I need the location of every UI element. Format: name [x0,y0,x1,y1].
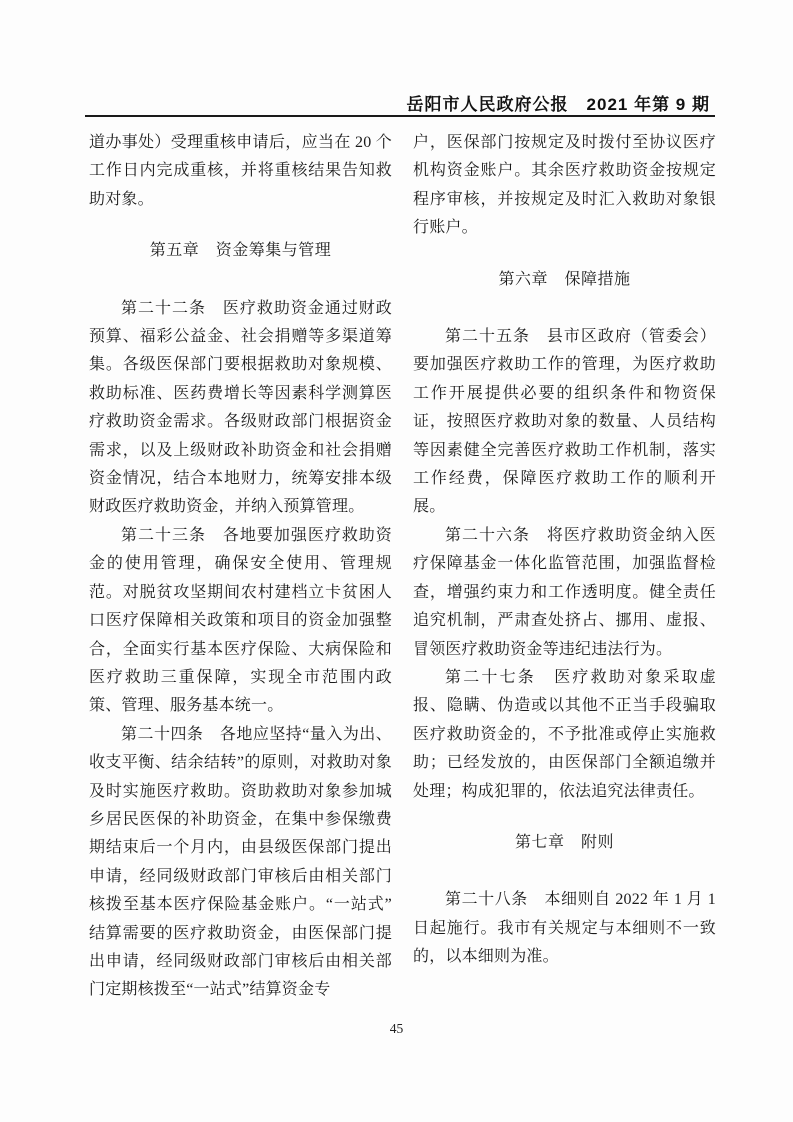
paragraph-article-25: 第二十五条 县市区政府（管委会）要加强医疗救助工作的管理，为医疗救助工作开展提供必要的组织条件和物资保证，按照医疗救助对象的数量、人员结构等因素健全完善医疗救助工作机制，落实工作经费，保障医疗救助工作的顺利开展。 [413,328,716,516]
left-column [89,129,392,1005]
chapter-heading-5: 第五章 资金筹集与管理 [149,242,332,260]
paragraph-article-22: 第二十二条 医疗救助资金通过财政预算、福彩公益金、社会捐赠等多渠道筹集。各级医保部门要根据救助对象规模、救助标准、医药费增长等因素科学测算医疗救助资金需求。各级财政部门根据资金需求，以及上级财政补助资金和社会捐赠资金情况，结合本地财力，统筹安排本级财政医疗救助资金，并纳入预算管理。 [89,299,392,516]
paragraph-article-28: 第二十八条 本细则自 2022 年 1 月 1 日起施行。我市有关规定与本细则不一致的，以本细则为准。 [413,891,716,966]
two-column-body [89,129,716,1005]
paragraph-article-26: 第二十六条 将医疗救助资金纳入医疗保障基金一体化监管范围，加强监督检查，增强约束力和工作透明度。健全责任追究机制，严肃查处挤占、挪用、虚报、冒领医疗救助资金等违纪违法行为。 [413,526,716,658]
paragraph-continuation: 户，医保部门按规定及时拨付至协议医疗机构资金账户。其余医疗救助资金按规定程序审核，并按规定及时汇入救助对象银行账户。 [413,134,716,237]
chapter-heading-7: 第七章 附则 [514,833,614,851]
header-rule [85,115,715,117]
page-header-title: 岳阳市人民政府公报 2021 年第 9 期 [406,95,710,114]
right-column [413,129,716,1005]
paragraph-article-27: 第二十七条 医疗救助对象采取虚报、隐瞒、伪造或以其他不正当手段骗取医疗救助资金的，不予批准或停止实施救助；已经发放的，由医保部门全额追缴并处理；构成犯罪的，依法追究法律责任。 [413,668,716,800]
chapter-heading-6: 第六章 保障措施 [498,270,631,288]
paragraph-article-24: 第二十四条 各地应坚持“量入为出、收支平衡、结余结转”的原则，对救助对象及时实施医疗救助。资助救助对象参加城乡居民医保的补助资金，在集中参保缴费期结束后一个月内，由县级医保部门提出申请，经同级财政部门审核后由相关部门核拨至基本医疗保险基金账户。“一站式”结算需要的医疗救助资金，由医保部门提出申请，经同级财政部门审核后由相关部门定期核拨至“一站式”结算资金专 [89,725,392,999]
paragraph-article-23: 第二十三条 各地要加强医疗救助资金的使用管理，确保安全使用、管理规范。对脱贫攻坚期间农村建档立卡贫困人口医疗保障相关政策和项目的资金加强整合，全面实行基本医疗保险、大病保险和医疗救助三重保障，实现全市范围内政策、管理、服务基本统一。 [89,526,392,715]
paragraph-continuation: 道办事处）受理重核申请后，应当在 20 个工作日内完成重核，并将重核结果告知救助对象。 [89,134,392,208]
page-number: 45 [389,1021,404,1036]
